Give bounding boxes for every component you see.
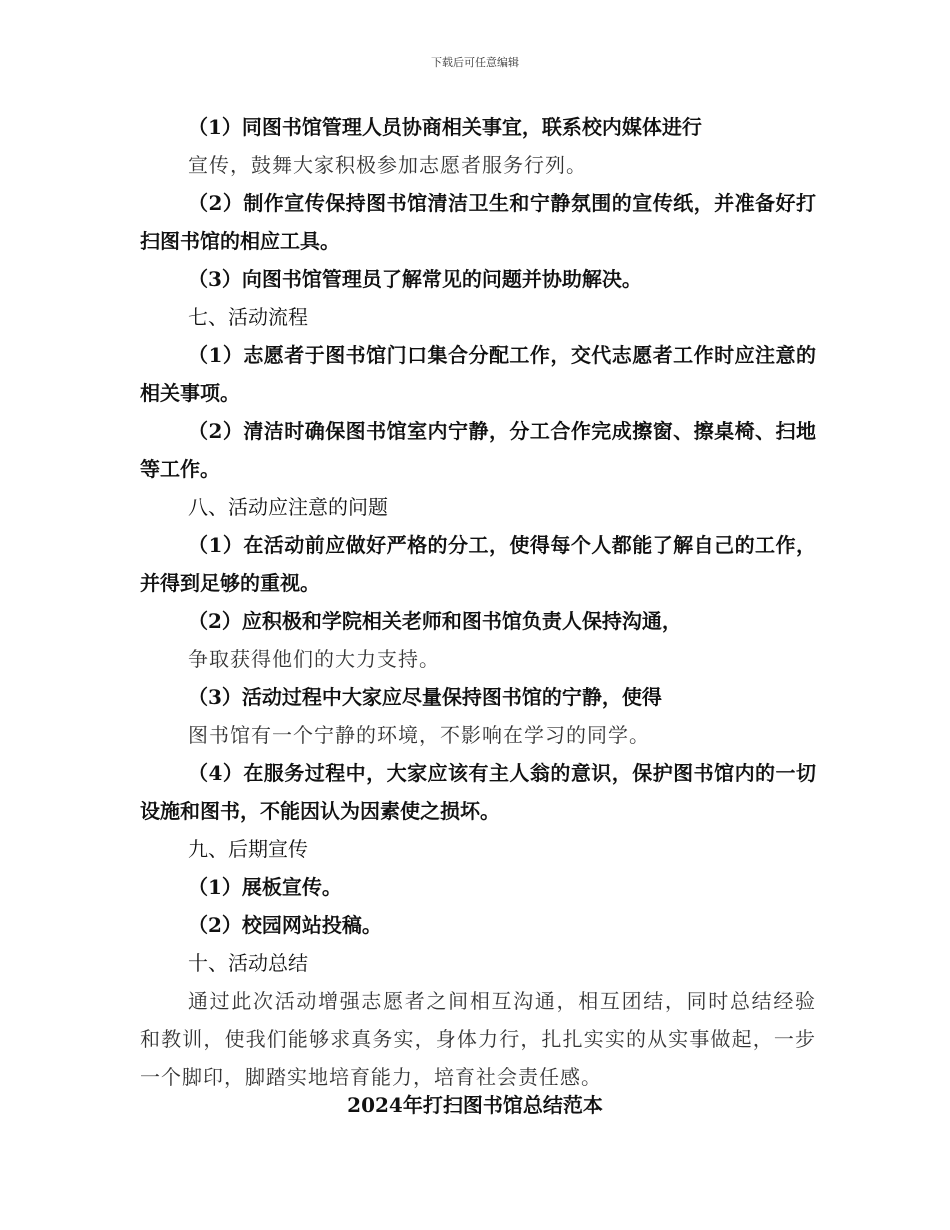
- paragraph-prep-1-cont: 宣传，鼓舞大家积极参加志愿者服务行列。: [188, 153, 587, 177]
- page-header-note: 下载后可任意编辑: [431, 56, 519, 69]
- section-heading-9: 九、后期宣传: [188, 837, 308, 861]
- paragraph-note-4: （4）在服务过程中，大家应该有主人翁的意识，保护图书馆内的一切设施和图书，不能因认为因素使之损坏。: [140, 761, 816, 823]
- section-heading-8: 八、活动应注意的问题: [188, 495, 388, 519]
- section-heading-10: 十、活动总结: [188, 951, 308, 975]
- paragraph-note-2: （2）应积极和学院相关老师和图书馆负责人保持沟通，: [188, 609, 682, 633]
- paragraph-flow-1: （1）志愿者于图书馆门口集合分配工作，交代志愿者工作时应注意的相关事项。: [140, 343, 816, 405]
- paragraph-promo-2: （2）校园网站投稿。: [188, 913, 382, 937]
- paragraph-note-3: （3）活动过程中大家应尽量保持图书馆的宁静，使得: [188, 685, 662, 709]
- paragraph-note-3-cont: 图书馆有一个宁静的环境，不影响在学习的同学。: [188, 723, 650, 747]
- document-title: 2024年打扫图书馆总结范本: [347, 1093, 603, 1117]
- section-heading-7: 七、活动流程: [188, 305, 308, 329]
- document-body: [140, 108, 816, 1096]
- paragraph-promo-1: （1）展板宣传。: [188, 875, 342, 899]
- paragraph-note-1: （1）在活动前应做好严格的分工，使得每个人都能了解自己的工作，并得到足够的重视。: [140, 533, 816, 595]
- paragraph-flow-2: （2）清洁时确保图书馆室内宁静，分工合作完成擦窗、擦桌椅、扫地等工作。: [140, 419, 816, 481]
- paragraph-summary: 通过此次活动增强志愿者之间相互沟通，相互团结，同时总结经验和教训，使我们能够求真务实，身体力行，扎扎实实的从实事做起，一步一个脚印，脚踏实地培育能力，培育社会责任感。: [140, 989, 816, 1089]
- paragraph-prep-2: （2）制作宣传保持图书馆清洁卫生和宁静氛围的宣传纸，并准备好打扫图书馆的相应工具。: [140, 191, 816, 253]
- paragraph-prep-3: （3）向图书馆管理员了解常见的问题并协助解决。: [188, 267, 642, 291]
- paragraph-prep-1: （1）同图书馆管理人员协商相关事宜，联系校内媒体进行: [188, 115, 702, 139]
- paragraph-note-2-cont: 争取获得他们的大力支持。: [188, 647, 440, 671]
